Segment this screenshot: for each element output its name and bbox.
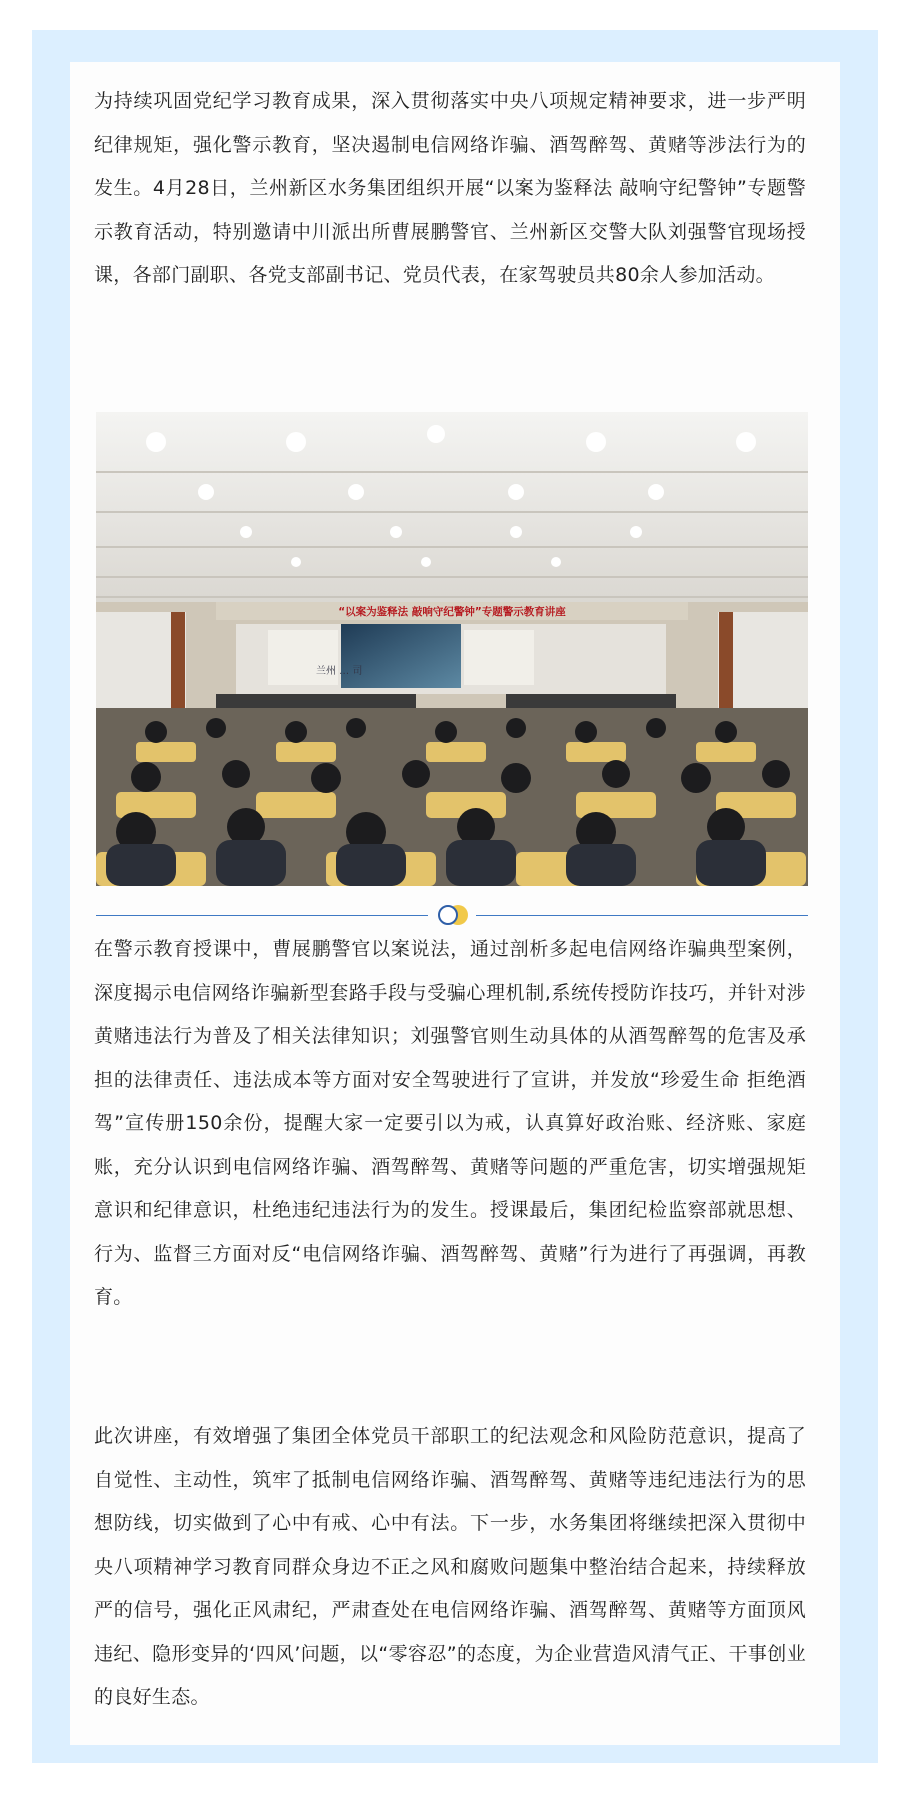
paragraph-intro: 为持续巩固党纪学习教育成果，深入贯彻落实中央八项规定精神要求，进一步严明纪律规矩，强化警示教育，坚决遏制电信网络诈骗、酒驾醉驾、黄赌等涉法行为的发生。4月28日，兰州新区水务集团组织开展“以案为鉴释法 敲响守纪警钟”专题警示教育活动，特别邀请中川派出所曹展鹏警官、兰州新区交警大队刘强警官现场授课，各部门副职、各党支部副书记、党员代表，在家驾驶员共80余人参加活动。 xyxy=(94,90,806,286)
page-frame xyxy=(32,30,878,1763)
photo-banner-text: “以案为鉴释法 敲响守纪警钟”专题警示教育讲座 xyxy=(338,606,566,618)
paragraph-lecture: 在警示教育授课中，曹展鹏警官以案说法，通过剖析多起电信网络诈骗典型案例，深度揭示电信网络诈骗新型套路手段与受骗心理机制,系统传授防诈技巧，并针对涉黄赌违法行为普及了相关法律知识；刘强警官则生动具体的从酒驾醉驾的危害及承担的法律责任、违法成本等方面对安全驾驶进行了宣讲，并发放“珍爱生命 拒绝酒驾”宣传册150余份，提醒大家一定要引以为戒，认真算好政治账、经济账、家庭账，充分认识到电信网络诈骗、酒驾醉驾、黄赌等问题的严重危害，切实增强规矩意识和纪律意识，杜绝违纪违法行为的发生。授课最后，集团纪检监察部就思想、行为、监督三方面对反“电信网络诈骗、酒驾醉驾、黄赌”行为进行了再强调，再教育。 xyxy=(94,938,806,1308)
photo-screen-text: 兰州 … 司 xyxy=(316,666,363,677)
divider-line-left xyxy=(96,915,428,916)
section-divider xyxy=(96,904,808,928)
divider-line-right xyxy=(476,915,808,916)
event-photo xyxy=(96,412,808,886)
article-card xyxy=(70,62,840,1745)
paragraph-outcome: 此次讲座，有效增强了集团全体党员干部职工的纪法观念和风险防范意识，提高了自觉性、主动性，筑牢了抵制电信网络诈骗、酒驾醉驾、黄赌等违纪违法行为的思想防线，切实做到了心中有戒、心中有法。下一步，水务集团将继续把深入贯彻中央八项精神学习教育同群众身边不正之风和腐败问题集中整治结合起来，持续释放严的信号，强化正风肃纪，严肃查处在电信网络诈骗、酒驾醉驾、黄赌等方面顶风违纪、隐形变异的‘四风’问题，以“零容忍”的态度，为企业营造风清气正、干事创业的良好生态。 xyxy=(94,1425,806,1708)
divider-ring-icon xyxy=(438,905,458,925)
